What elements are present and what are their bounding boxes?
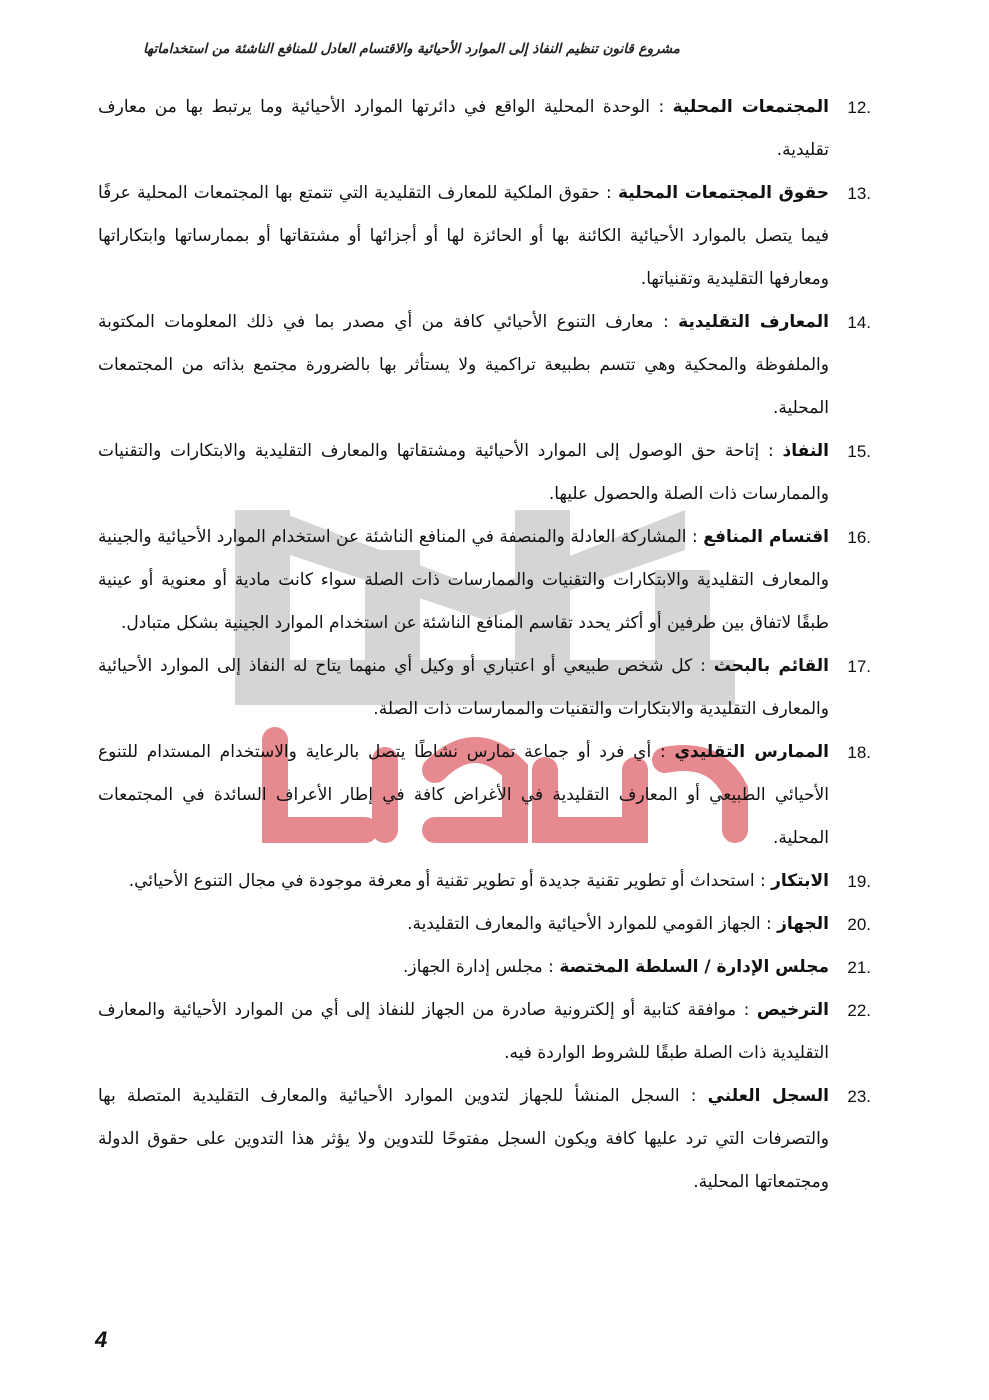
item-separator: :	[686, 527, 704, 547]
item-term: المعارف التقليدية	[678, 312, 829, 332]
item-term: القائم بالبحث	[713, 656, 829, 676]
item-number: 21.	[847, 958, 871, 977]
item-term: مجلس الإدارة / السلطة المختصة	[559, 957, 829, 977]
definition-item	[98, 1075, 871, 1204]
item-separator: :	[599, 183, 618, 203]
item-term: النفاذ	[782, 441, 829, 461]
item-separator: :	[692, 656, 714, 676]
item-separator: :	[653, 312, 679, 332]
item-separator: :	[649, 97, 673, 117]
item-number: 22.	[847, 1001, 871, 1020]
item-text: المشاركة العادلة والمنصفة في المنافع الناشئة عن استخدام الموارد الأحيائية والجينية والمعارف التقليدية والابتكارات والتقنيات والممارسات ذات الصلة سواء كانت مادية أو معنوية أو عينية طبقًا لاتفاق بين طرفين أو أكثر يحدد تقاسم المنافع الناشئة عن استخدام الموارد الجينية بشكل متبادل.	[98, 527, 829, 633]
definition-item	[98, 731, 871, 860]
item-number: 12.	[847, 98, 871, 117]
item-term: اقتسام المنافع	[703, 527, 829, 547]
header-title: مشروع قانون تنظيم النفاذ إلى الموارد الأحيائية والاقتسام العادل للمنافع الناشئة من استخداماتها	[143, 41, 680, 57]
item-text: الجهاز القومي للموارد الأحيائية والمعارف التقليدية.	[407, 914, 761, 934]
item-number: 16.	[847, 528, 871, 547]
item-term: الترخيص	[756, 1000, 829, 1020]
item-number: 14.	[847, 313, 871, 332]
item-term: السجل العلني	[707, 1086, 829, 1106]
item-number: 19.	[847, 872, 871, 891]
item-text: أي فرد أو جماعة تمارس نشاطًا يتصل بالرعاية والاستخدام المستدام للتنوع الأحيائي الطبيعي أو المعارف التقليدية في الأغراض كافة في إطار الأعراف السائدة في المجتمعات المحلية.	[98, 742, 829, 848]
page-header	[60, 38, 763, 74]
item-text: موافقة كتابية أو إلكترونية صادرة من الجهاز للنفاذ إلى أي من الموارد الأحيائية والمعارف التقليدية ذات الصلة طبقًا للشروط الواردة فيه.	[98, 1000, 829, 1063]
definition-item	[98, 301, 871, 430]
item-text: كل شخص طبيعي أو اعتباري أو وكيل أي منهما يتاح له النفاذ إلى الموارد الأحيائية والمعارف التقليدية والابتكارات والتقنيات والممارسات ذات الصلة.	[98, 656, 829, 719]
definition-item	[98, 645, 871, 731]
item-text: حقوق الملكية للمعارف التقليدية التي تتمتع بها المجتمعات المحلية عرفًا فيما يتصل بالموارد الأحيائية الكائنة بها أو الحائزة لها أو أجزائها أو مشتقاتها أو بممارساتها وابتكاراتها ومعارفها التقليدية وتقنياتها.	[98, 183, 829, 289]
item-term: الابتكار	[771, 871, 829, 891]
item-text: الوحدة المحلية الواقع في دائرتها الموارد الأحيائية وما يرتبط بها من معارف تقليدية.	[98, 97, 829, 160]
item-separator: :	[754, 871, 772, 891]
definition-item	[98, 903, 871, 946]
definition-item	[98, 860, 871, 903]
item-term: المجتمعات المحلية	[672, 97, 829, 117]
definition-item	[98, 516, 871, 645]
item-number: 15.	[847, 442, 871, 461]
page-number: 4	[95, 1327, 108, 1352]
item-number: 13.	[847, 184, 871, 203]
item-term: الجهاز	[777, 914, 829, 934]
definition-item	[98, 989, 871, 1075]
definition-item	[98, 172, 871, 301]
item-text: إتاحة حق الوصول إلى الموارد الأحيائية ومشتقاتها والمعارف التقليدية والابتكارات والتقنيات والممارسات ذات الصلة والحصول عليها.	[98, 441, 829, 504]
definition-item	[98, 86, 871, 172]
item-separator: :	[651, 742, 675, 762]
item-separator: :	[736, 1000, 757, 1020]
item-text: استحداث أو تطوير تقنية جديدة أو تطوير تقنية أو معرفة موجودة في مجال التنوع الأحيائي.	[128, 871, 755, 891]
item-number: 17.	[847, 657, 871, 676]
item-number: 23.	[847, 1087, 871, 1106]
item-number: 18.	[847, 743, 871, 762]
item-text: مجلس إدارة الجهاز.	[402, 957, 543, 977]
definition-item	[98, 430, 871, 516]
definitions-list	[98, 86, 871, 1204]
item-separator: :	[542, 957, 560, 977]
item-number: 20.	[847, 915, 871, 934]
item-separator: :	[679, 1086, 708, 1106]
item-text: السجل المنشأ للجهاز لتدوين الموارد الأحيائية والمعارف التقليدية المتصلة بها والتصرفات التي ترد عليها كافة ويكون السجل مفتوحًا للتدوين ولا يؤثر هذا التدوين على حقوق الدولة ومجتمعاتها المحلية.	[98, 1086, 829, 1192]
item-text: معارف التنوع الأحيائي كافة من أي مصدر بما في ذلك المعلومات المكتوبة والملفوظة والمحكية وهي تتسم بطبيعة تراكمية ولا يستأثر بها بالضرورة مجتمع بذاته من المجتمعات المحلية.	[98, 312, 829, 418]
item-separator: :	[760, 914, 778, 934]
item-term: الممارس التقليدي	[674, 742, 829, 762]
definition-item	[98, 946, 871, 989]
item-term: حقوق المجتمعات المحلية	[617, 183, 829, 203]
item-separator: :	[759, 441, 783, 461]
